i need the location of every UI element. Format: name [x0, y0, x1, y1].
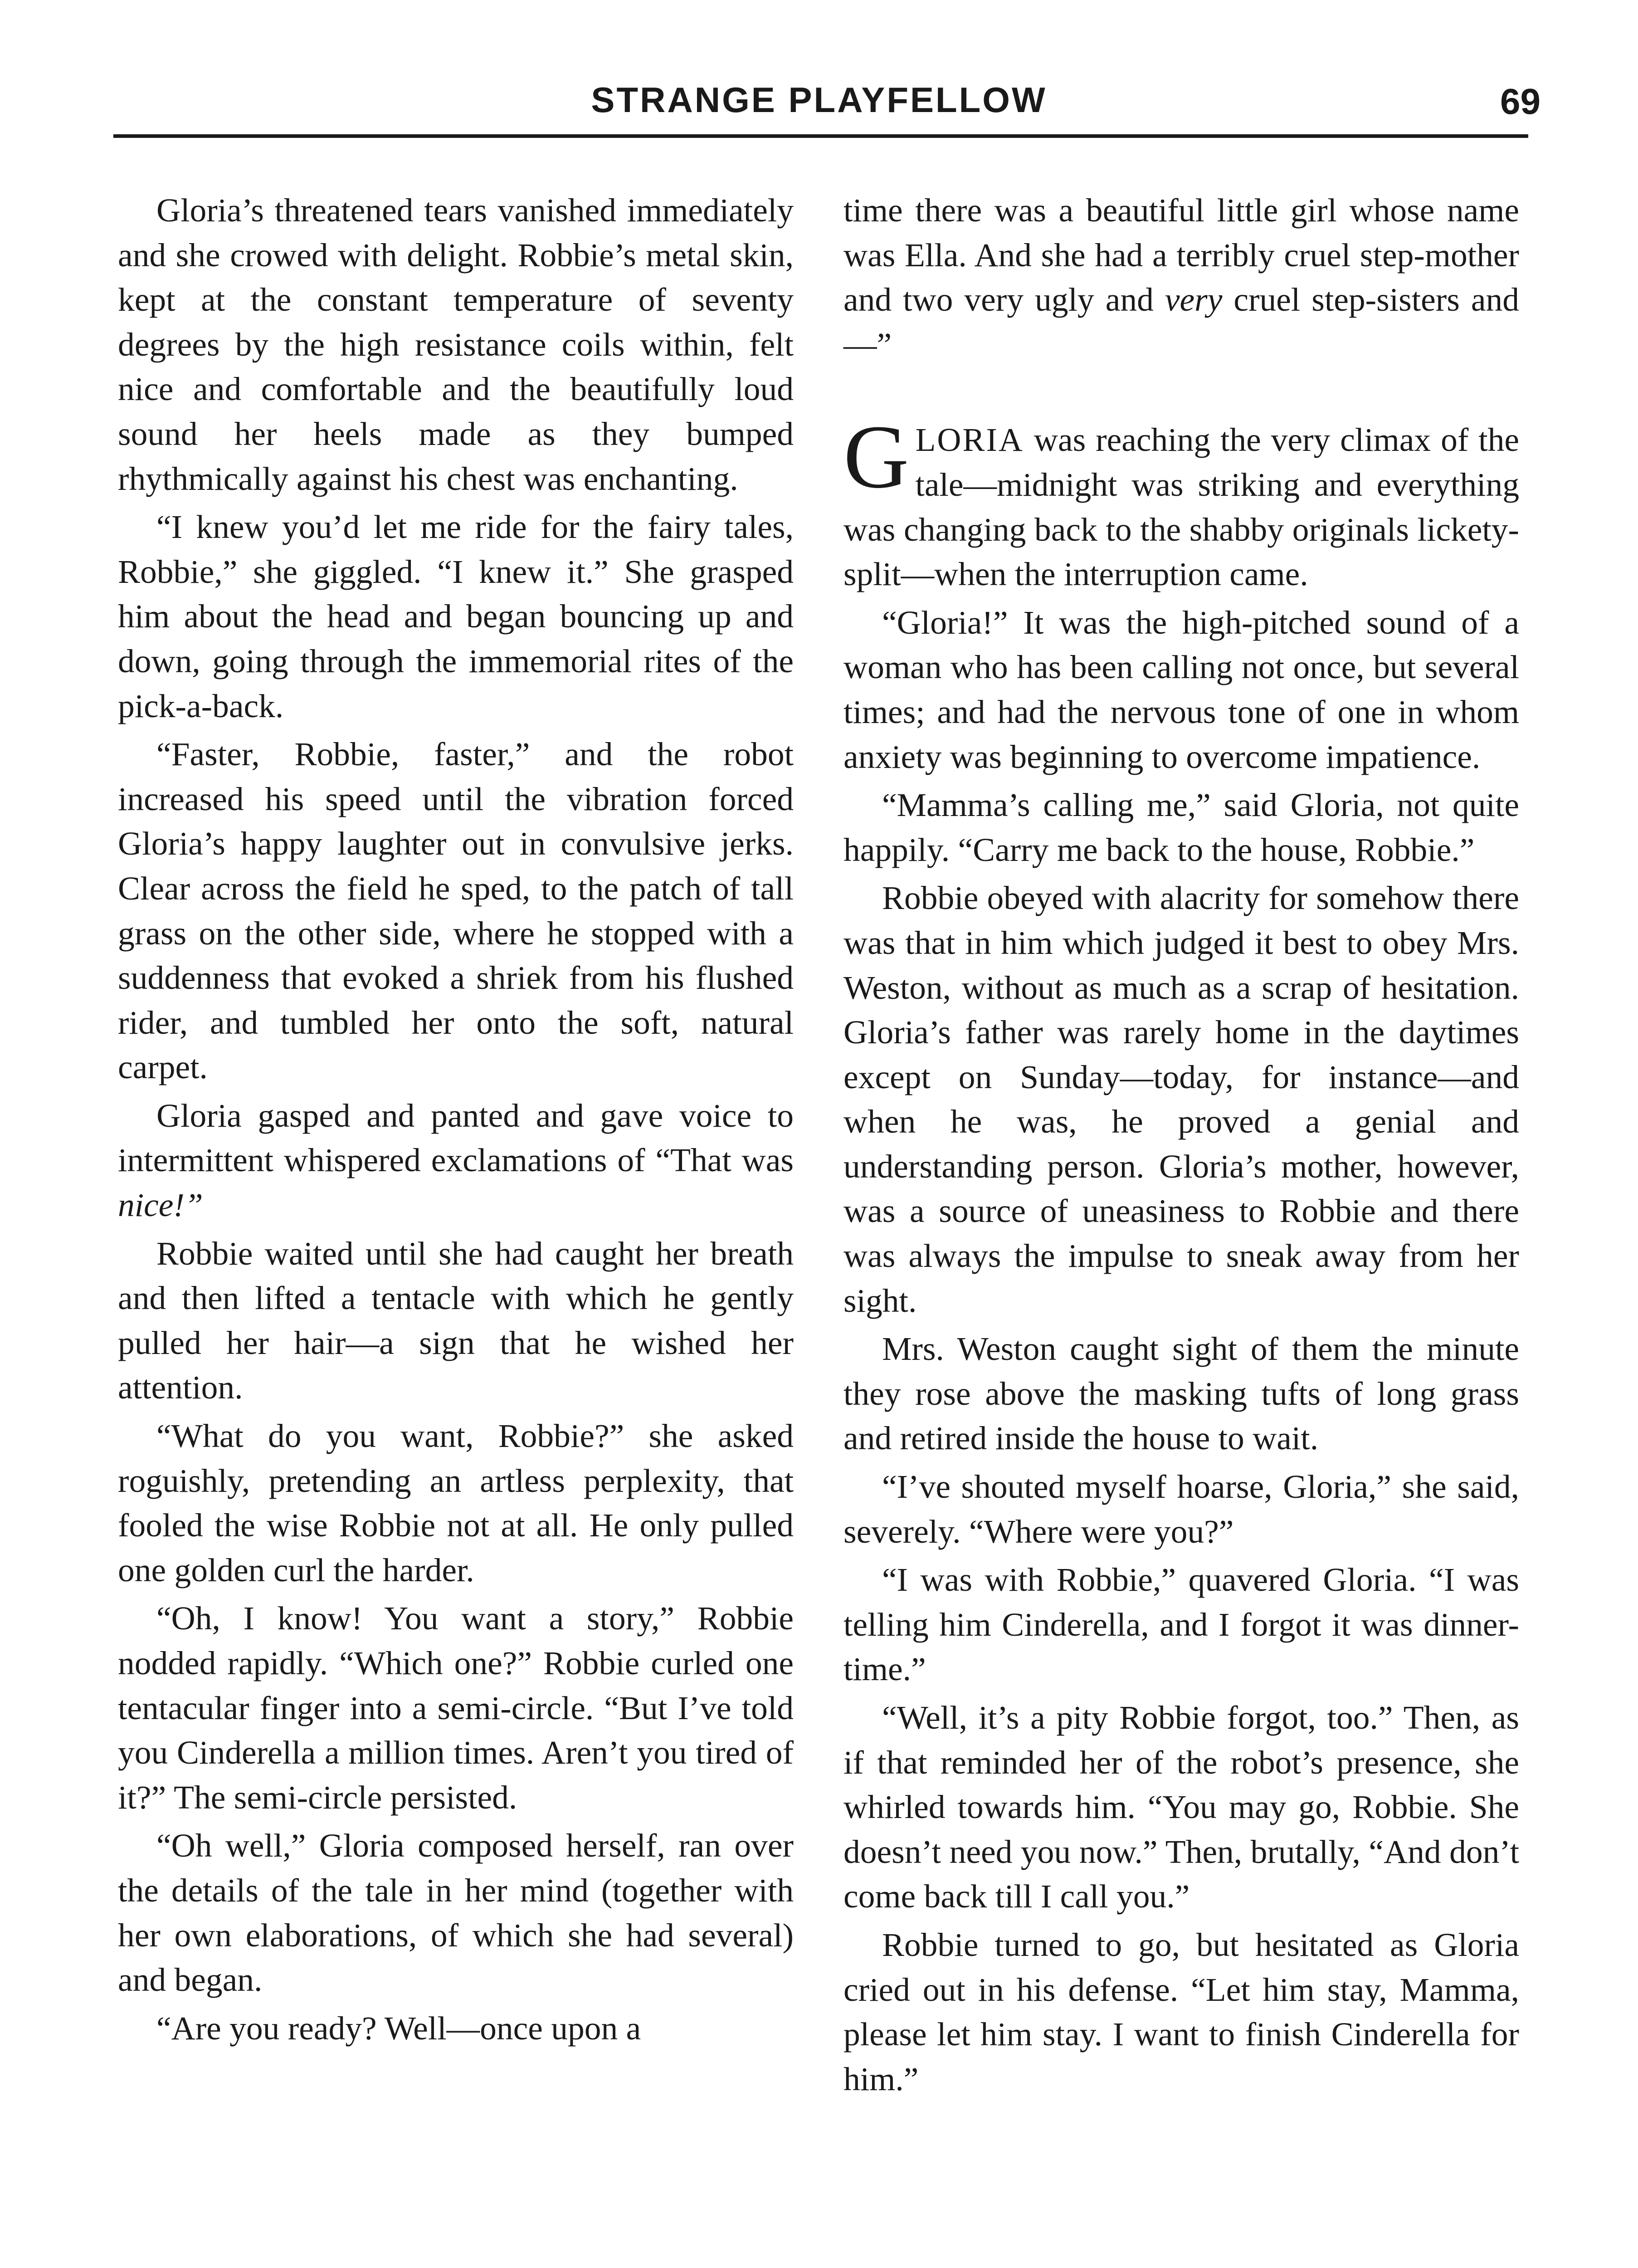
paragraph: Mrs. Weston caught sight of them the minute they rose above the masking tufts of long grass and retired inside the house to wait.: [843, 1330, 1519, 1457]
paragraph-text: Gloria gasped and panted and gave voice to intermittent whispered exclamations of “That was: [118, 1097, 794, 1179]
paragraph: “I was with Robbie,” quavered Gloria. “I was telling him Cinderella, and I forgot it was dinner-time.”: [843, 1561, 1519, 1688]
paragraph: [118, 1094, 794, 1228]
paragraph: “Are you ready? Well—once upon a: [156, 2009, 641, 2047]
paragraph: Robbie obeyed with alacrity for somehow there was that in him which judged it best to obey Mrs. Weston, without as much as a scrap of hesitation. Gloria’s father was rarely home in the daytimes except on Sunday—today, for instance—and when he was, he proved a genial and understanding person. Gloria’s mother, however, was a source of uneasiness to Robbie and there was always the impulse to sneak away from her sight.: [843, 880, 1519, 1319]
paragraph-text: was reaching the very climax of the tale—midnight was striking and everything was changing back to the shabby originals lickety-split—when the interruption came.: [843, 421, 1519, 593]
paragraph: “Oh, I know! You want a story,” Robbie nodded rapidly. “Which one?” Robbie curled one tentacular finger into a semi-circle. “But I’ve told you Cinderella a million times. Aren’t you tired of it?” The semi-circle persisted.: [118, 1600, 794, 1816]
paragraph-text: time there was a beautiful little girl whose name was Ella. And she had a terribly cruel step-mother and two very ugly and: [843, 192, 1519, 318]
paragraph: “Faster, Robbie, faster,” and the robot increased his speed until the vibration forced Gloria’s happy laughter out in convulsive jerks. Clear across the field he sped, to the patch of tall grass on the other side, where he stopped with a suddenness that evoked a shriek from his flushed rider, and tumbled her onto the soft, natural carpet.: [118, 736, 794, 1086]
paragraph: “I knew you’d let me ride for the fairy tales, Robbie,” she giggled. “I knew it.” She grasped him about the head and began bouncing up and down, going through the immemorial rites of the pick-a-back.: [118, 508, 794, 724]
drop-cap: G: [843, 407, 909, 508]
paragraph: “I’ve shouted myself hoarse, Gloria,” she said, severely. “Where were you?”: [843, 1468, 1519, 1550]
paragraph: “What do you want, Robbie?” she asked roguishly, pretending an artless perplexity, that fooled the wise Robbie not at all. He only pulled one golden curl the harder.: [118, 1418, 794, 1589]
page-header-title: STRANGE PLAYFELLOW: [591, 80, 1047, 120]
paragraph: Robbie waited until she had caught her breath and then lifted a tentacle with which he gently pulled her hair—a sign that he wished her attention.: [118, 1235, 794, 1406]
paragraph-continued: [843, 188, 1519, 367]
paragraph: Robbie turned to go, but hesitated as Gloria cried out in his defense. “Let him stay, Mamma, please let him stay. I want to finish Cinderella for him.”: [843, 1926, 1519, 2097]
paragraph-text: cruel step-sisters and—”: [843, 281, 1520, 363]
header-rule: [113, 134, 1528, 138]
italic-text: nice!”: [118, 1187, 203, 1224]
left-column: [118, 188, 794, 2051]
paragraph: “Well, it’s a pity Robbie forgot, too.” Then, as if that reminded her of the robot’s presence, she whirled towards him. “You may go, Robbie. She doesn’t need you now.” Then, brutally, “And don’t come back till I call you.”: [843, 1699, 1519, 1915]
paragraph: “Oh well,” Gloria composed herself, ran over the details of the tale in her mind (together with her own elaborations, of which she had several) and began.: [118, 1827, 794, 1999]
page-number: 69: [1500, 81, 1540, 122]
paragraph: Gloria’s threatened tears vanished immediately and she crowed with delight. Robbie’s metal skin, kept at the constant temperature of seventy degrees by the high resistance coils within, felt nice and comfortable and the beautifully loud sound her heels made as they bumped rhythmically against his chest was enchanting.: [118, 192, 794, 497]
paragraph: “Mamma’s calling me,” said Gloria, not quite happily. “Carry me back to the house, Robbie.”: [843, 787, 1519, 868]
paragraph: “Gloria!” It was the high-pitched sound of a woman who has been calling not once, but several times; and had the nervous tone of one in whom anxiety was beginning to overcome impatience.: [843, 604, 1519, 775]
right-column: [843, 188, 1519, 2102]
section-opening-paragraph: [843, 407, 1519, 596]
italic-text: very: [1165, 281, 1223, 318]
small-caps-word: LORIA: [915, 421, 1024, 459]
